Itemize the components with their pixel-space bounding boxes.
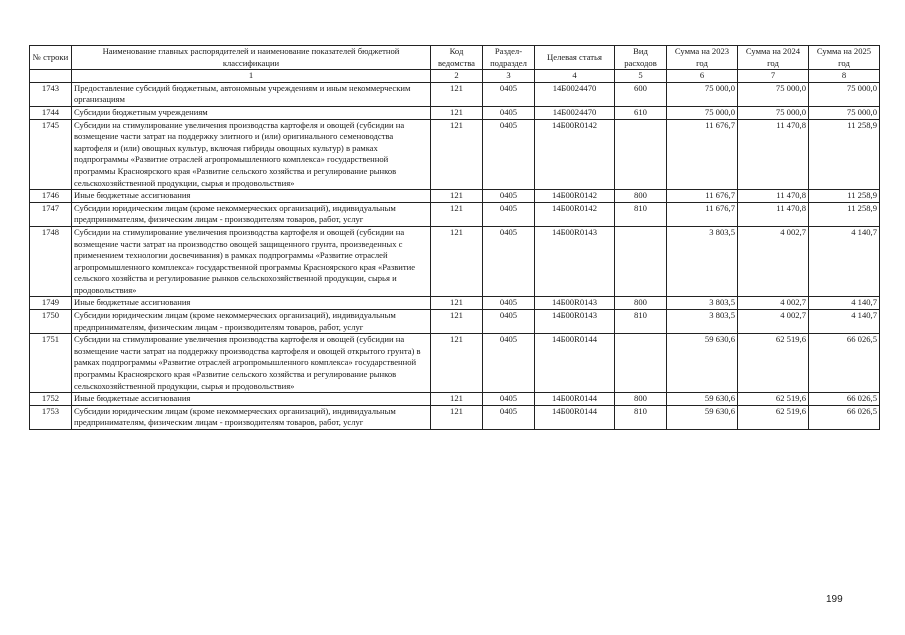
column-index-cell: 6: [667, 70, 738, 83]
budget-table: [29, 45, 880, 430]
row-target-item: 14Б00R0143: [535, 226, 615, 297]
table-row: [30, 297, 880, 310]
row-section: 0405: [483, 106, 535, 119]
header-code: Код ведомства: [431, 46, 483, 70]
row-sum-2024: 11 470,8: [738, 202, 809, 226]
row-expense-kind: 810: [615, 405, 667, 429]
row-department-code: 121: [431, 190, 483, 203]
row-number: 1744: [30, 106, 72, 119]
row-sum-2025: 11 258,9: [809, 202, 880, 226]
row-sum-2024: 11 470,8: [738, 190, 809, 203]
row-expense-kind: 800: [615, 393, 667, 406]
row-section: 0405: [483, 405, 535, 429]
table-row: [30, 82, 880, 106]
table-row: [30, 405, 880, 429]
row-section: 0405: [483, 202, 535, 226]
row-expense-kind: [615, 334, 667, 393]
header-sum-2023: Сумма на 2023 год: [667, 46, 738, 70]
row-section: 0405: [483, 393, 535, 406]
page-number: 199: [826, 594, 843, 605]
row-sum-2024: 4 002,7: [738, 297, 809, 310]
row-target-item: 14Б00R0142: [535, 119, 615, 190]
row-target-item: 14Б00R0143: [535, 310, 615, 334]
row-sum-2024: 11 470,8: [738, 119, 809, 190]
row-section: 0405: [483, 119, 535, 190]
column-index-cell: 4: [535, 70, 615, 83]
table-row: [30, 202, 880, 226]
column-index-cell: 8: [809, 70, 880, 83]
row-sum-2025: 75 000,0: [809, 106, 880, 119]
column-index-cell: 2: [431, 70, 483, 83]
row-department-code: 121: [431, 405, 483, 429]
row-sum-2025: 4 140,7: [809, 310, 880, 334]
row-section: 0405: [483, 190, 535, 203]
row-sum-2023: 11 676,7: [667, 190, 738, 203]
row-number: 1745: [30, 119, 72, 190]
row-number: 1747: [30, 202, 72, 226]
row-sum-2023: 11 676,7: [667, 119, 738, 190]
row-number: 1746: [30, 190, 72, 203]
row-name: Субсидии на стимулирование увеличения производства картофеля и овощей (субсидии на возмещение части затрат на производство овощей защищенного грунта, произведенных с применением технологии досвечивания) в рамках подпрограммы «Развитие отраслей агропромышленного комплекса» государственной программы Красноярского края «Развитие сельского хозяйства и регулирование рынков сельскохозяйственной продукции, сырья и продовольствия»: [72, 226, 431, 297]
row-target-item: 14Б0024470: [535, 82, 615, 106]
row-sum-2025: 75 000,0: [809, 82, 880, 106]
row-sum-2024: 75 000,0: [738, 106, 809, 119]
header-item: Целевая статья: [535, 46, 615, 70]
row-department-code: 121: [431, 334, 483, 393]
row-name: Субсидии на стимулирование увеличения производства картофеля и овощей (субсидии на возмещение части затрат на поддержку производства картофеля и овощей открытого грунта) в рамках подпрограммы «Развитие отраслей агропромышленного комплекса» государственной программы Красноярского края «Развитие сельского хозяйства и регулирование рынков сельскохозяйственной продукции, сырья и продовольствия»: [72, 334, 431, 393]
row-section: 0405: [483, 310, 535, 334]
row-department-code: 121: [431, 297, 483, 310]
header-name: Наименование главных распорядителей и наименование показателей бюджетной классификации: [72, 46, 431, 70]
row-sum-2025: 11 258,9: [809, 190, 880, 203]
row-section: 0405: [483, 297, 535, 310]
row-department-code: 121: [431, 119, 483, 190]
row-target-item: 14Б00R0142: [535, 202, 615, 226]
row-sum-2025: 4 140,7: [809, 226, 880, 297]
row-number: 1751: [30, 334, 72, 393]
row-sum-2023: 75 000,0: [667, 106, 738, 119]
table-row: [30, 310, 880, 334]
row-expense-kind: 610: [615, 106, 667, 119]
row-target-item: 14Б00R0144: [535, 405, 615, 429]
row-expense-kind: 800: [615, 190, 667, 203]
column-index-cell: 5: [615, 70, 667, 83]
column-index-cell: [30, 70, 72, 83]
row-sum-2024: 62 519,6: [738, 405, 809, 429]
row-number: 1749: [30, 297, 72, 310]
table-row: [30, 393, 880, 406]
row-name: Субсидии юридическим лицам (кроме некоммерческих организаций), индивидуальным предпринимателям, физическим лицам - производителям товаров, работ, услуг: [72, 405, 431, 429]
row-sum-2025: 4 140,7: [809, 297, 880, 310]
row-expense-kind: 810: [615, 310, 667, 334]
table-row: [30, 106, 880, 119]
row-name: Субсидии юридическим лицам (кроме некоммерческих организаций), индивидуальным предпринимателям, физическим лицам - производителям товаров, работ, услуг: [72, 202, 431, 226]
row-sum-2024: 4 002,7: [738, 310, 809, 334]
row-sum-2023: 59 630,6: [667, 405, 738, 429]
row-number: 1753: [30, 405, 72, 429]
column-index-cell: 7: [738, 70, 809, 83]
row-name: Иные бюджетные ассигнования: [72, 190, 431, 203]
row-number: 1752: [30, 393, 72, 406]
row-sum-2023: 3 803,5: [667, 310, 738, 334]
row-sum-2025: 66 026,5: [809, 334, 880, 393]
row-section: 0405: [483, 334, 535, 393]
column-index-cell: 3: [483, 70, 535, 83]
row-expense-kind: 600: [615, 82, 667, 106]
row-target-item: 14Б00R0144: [535, 334, 615, 393]
row-expense-kind: [615, 119, 667, 190]
row-section: 0405: [483, 82, 535, 106]
row-expense-kind: 810: [615, 202, 667, 226]
column-index-cell: 1: [72, 70, 431, 83]
row-name: Иные бюджетные ассигнования: [72, 297, 431, 310]
row-sum-2025: 11 258,9: [809, 119, 880, 190]
row-sum-2023: 11 676,7: [667, 202, 738, 226]
row-section: 0405: [483, 226, 535, 297]
row-name: Субсидии на стимулирование увеличения производства картофеля и овощей (субсидии на возмещение части затрат на поддержку элитного и (или) оригинального семеноводства картофеля и (или) овощных культур, включая гибриды овощных культур) в рамках подпрограммы «Развитие отраслей агропромышленного комплекса» государственной программы Красноярского края «Развитие сельского хозяйства и регулирование рынков сельскохозяйственной продукции, сырья и продовольствия»: [72, 119, 431, 190]
header-row: [30, 46, 880, 70]
row-department-code: 121: [431, 82, 483, 106]
row-name: Иные бюджетные ассигнования: [72, 393, 431, 406]
row-number: 1748: [30, 226, 72, 297]
row-name: Предоставление субсидий бюджетным, автономным учреждениям и иным некоммерческим организациям: [72, 82, 431, 106]
row-number: 1743: [30, 82, 72, 106]
row-sum-2023: 3 803,5: [667, 297, 738, 310]
table-row: [30, 119, 880, 190]
table-row: [30, 334, 880, 393]
row-sum-2024: 62 519,6: [738, 334, 809, 393]
table-body: [30, 82, 880, 429]
header-kind: Вид расходов: [615, 46, 667, 70]
row-sum-2023: 59 630,6: [667, 334, 738, 393]
header-sum-2025: Сумма на 2025 год: [809, 46, 880, 70]
row-sum-2024: 4 002,7: [738, 226, 809, 297]
row-target-item: 14Б00R0142: [535, 190, 615, 203]
row-name: Субсидии бюджетным учреждениям: [72, 106, 431, 119]
header-section: Раздел-подраздел: [483, 46, 535, 70]
row-sum-2023: 3 803,5: [667, 226, 738, 297]
header-num: № строки: [30, 46, 72, 70]
row-target-item: 14Б00R0143: [535, 297, 615, 310]
table-row: [30, 190, 880, 203]
row-target-item: 14Б0024470: [535, 106, 615, 119]
row-expense-kind: [615, 226, 667, 297]
table-row: [30, 226, 880, 297]
row-sum-2023: 59 630,6: [667, 393, 738, 406]
row-sum-2025: 66 026,5: [809, 405, 880, 429]
row-department-code: 121: [431, 310, 483, 334]
row-sum-2024: 75 000,0: [738, 82, 809, 106]
row-sum-2023: 75 000,0: [667, 82, 738, 106]
row-sum-2024: 62 519,6: [738, 393, 809, 406]
row-department-code: 121: [431, 226, 483, 297]
row-name: Субсидии юридическим лицам (кроме некоммерческих организаций), индивидуальным предпринимателям, физическим лицам - производителям товаров, работ, услуг: [72, 310, 431, 334]
row-target-item: 14Б00R0144: [535, 393, 615, 406]
row-number: 1750: [30, 310, 72, 334]
row-department-code: 121: [431, 106, 483, 119]
row-department-code: 121: [431, 393, 483, 406]
row-sum-2025: 66 026,5: [809, 393, 880, 406]
row-department-code: 121: [431, 202, 483, 226]
header-sum-2024: Сумма на 2024 год: [738, 46, 809, 70]
row-expense-kind: 800: [615, 297, 667, 310]
column-index-row: [30, 70, 880, 83]
